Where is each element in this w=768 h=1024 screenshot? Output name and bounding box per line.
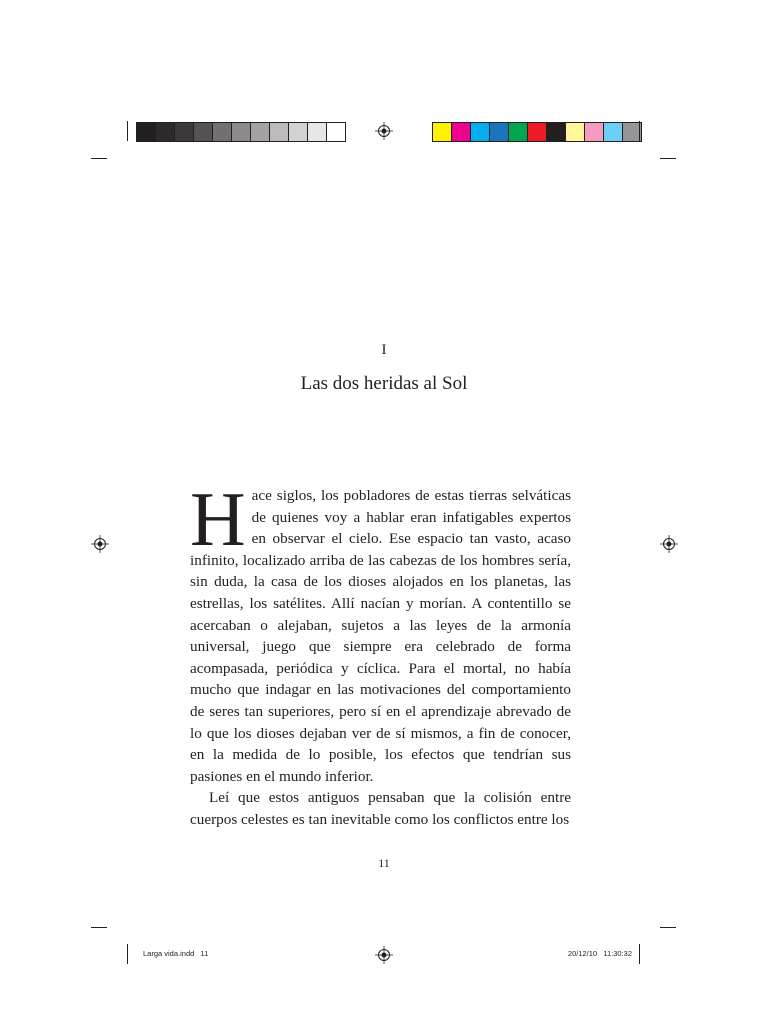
- gray-swatch: [288, 123, 307, 141]
- crop-mark-bottom-right: [660, 927, 676, 928]
- color-swatch: [527, 123, 546, 141]
- chapter-number: I: [381, 342, 387, 358]
- color-swatch: [451, 123, 470, 141]
- registration-mark-icon: [91, 535, 109, 553]
- crop-mark-top-left: [91, 158, 107, 159]
- color-swatch: [433, 123, 451, 141]
- paragraph: Leí que estos antiguos pensaban que la colisión entre cuerpos celestes es tan inevitable como los conflictos entre los: [190, 789, 571, 828]
- slug-timestamp: 20/12/10 11:30:32: [567, 949, 632, 958]
- color-swatch: [489, 123, 508, 141]
- page-number: 11: [378, 856, 390, 870]
- gray-swatch: [326, 123, 345, 141]
- color-swatch: [565, 123, 584, 141]
- chapter-title: Las dos heridas al Sol: [300, 373, 468, 394]
- gray-swatch: [212, 123, 231, 141]
- process-color-bar: [432, 122, 642, 142]
- slug-right-tick: [639, 944, 640, 964]
- gray-swatch: [307, 123, 326, 141]
- bar-right-tick: [639, 121, 640, 141]
- color-swatch: [584, 123, 603, 141]
- color-swatch: [508, 123, 527, 141]
- slug-file-name: Larga vida.indd 11: [143, 949, 209, 958]
- registration-mark-icon: [660, 535, 678, 553]
- paragraph: [190, 476, 571, 787]
- crop-mark-bottom-left: [91, 927, 107, 928]
- gray-swatch: [174, 123, 193, 141]
- bar-left-tick: [127, 121, 128, 141]
- gray-swatch: [250, 123, 269, 141]
- dropcap-letter: H: [190, 476, 246, 562]
- crop-mark-top-right: [660, 158, 676, 159]
- paragraph-text: ace siglos, los pobladores de estas tierras selváticas de quienes voy a hablar eran infatigables expertos en observar el cielo. Ese espacio tan vasto, acaso infinito, localizado arriba de las cabezas de los hombres sería, sin duda, la casa de los dioses alojados en los planetas, las estrellas, los satélites. Allí nacían y morían. A contentillo se acercaban o alejaban, sujetos a las leyes de la armonía universal, juego que siempre era celebrado de forma acompasada, periódica y cíclica. Para el mortal, no había mucho que indagar en las motivaciones del comportamiento de seres tan superiores, pero sí en el aprendizaje abrevado de lo que los dioses dejaban ver de sí mismos, a fin de conocer, en la medida de lo posible, los efectos que tendrían sus pasiones en el mundo inferior.: [190, 487, 571, 785]
- registration-mark-icon: [375, 946, 393, 964]
- slug-left-tick: [127, 944, 128, 964]
- gray-swatch: [155, 123, 174, 141]
- gray-swatch: [193, 123, 212, 141]
- gray-swatch: [231, 123, 250, 141]
- gray-swatch: [137, 123, 155, 141]
- color-swatch: [603, 123, 622, 141]
- grayscale-color-bar: [136, 122, 346, 142]
- color-swatch: [470, 123, 489, 141]
- gray-swatch: [269, 123, 288, 141]
- registration-mark-icon: [375, 122, 393, 140]
- body-text: [190, 476, 571, 831]
- color-swatch: [546, 123, 565, 141]
